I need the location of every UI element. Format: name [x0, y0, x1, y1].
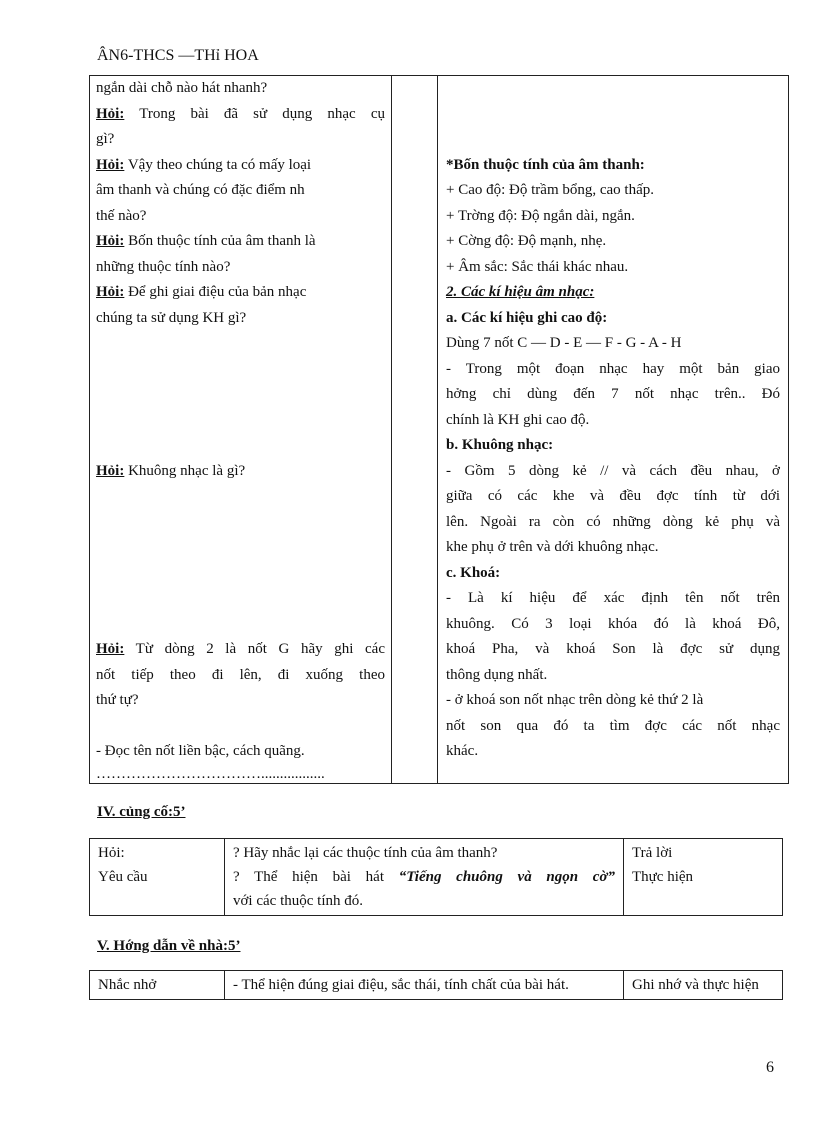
text-line: chúng ta sử dụng KH gì? — [96, 309, 247, 326]
text-line: Dùng 7 nốt C — D - E — F - G - A - H — [446, 335, 682, 351]
text-line: *Bốn thuộc tính của âm thanh: — [446, 156, 645, 173]
text-line: khác. — [446, 743, 479, 759]
text-line: thứ tự? — [96, 692, 139, 708]
text-line: hởng chỉ dùng đến 7 nốt nhạc trên.. Đó — [446, 386, 780, 402]
text-line: + Cao độ: Độ trầm bổng, cao thấp. — [446, 182, 655, 198]
content-column — [438, 76, 789, 784]
lesson-table — [89, 75, 789, 784]
text-line: + Cờng độ: Độ mạnh, nhẹ. — [446, 233, 607, 249]
text-line: thế nào? — [96, 207, 147, 224]
text-line: - Đọc tên nốt liền bậc, cách quãng. — [96, 743, 305, 759]
text-line: lên. Ngoài ra còn có những dòng kẻ phụ và — [446, 513, 780, 530]
text-line: gì? — [96, 131, 115, 147]
text-line: Trả lời — [632, 845, 673, 861]
subheading: c. Khoá: — [446, 564, 501, 581]
text-line: Hỏi: Trong bài đã sử dụng nhạc cụ — [96, 105, 385, 122]
text-line: ngắn dài chỗ nào hát nhanh? — [96, 80, 268, 96]
activity-cell — [225, 839, 624, 916]
consolidation-table — [89, 838, 783, 916]
response-cell: Ghi nhớ và thực hiện — [624, 971, 783, 1000]
activity-cell: - Thể hiện đúng giai điệu, sắc thái, tính chất của bài hát. — [225, 971, 624, 1000]
text-line: - Trong một đoạn nhạc hay một bản giao — [446, 360, 780, 377]
text-line: nốt tiếp theo đi lên, đi xuống theo — [96, 666, 385, 683]
text-line: chính là KH ghi cao độ. — [446, 411, 590, 428]
text-line: Hỏi: Bốn thuộc tính của âm thanh là — [96, 233, 316, 249]
text-line: - Là kí hiệu để xác định tên nốt trên — [446, 590, 780, 606]
text-line: - ở khoá son nốt nhạc trên dòng kẻ thứ 2 là — [446, 692, 704, 708]
text-line: Hỏi: — [98, 845, 125, 861]
text-line: Hỏi: Vậy theo chúng ta có mấy loại — [96, 156, 312, 173]
homework-table — [89, 970, 783, 1000]
subheading: 2. Các kí hiệu âm nhạc: — [446, 284, 595, 300]
text-line: Yêu cầu — [98, 869, 148, 885]
text-line: nốt son qua đó ta tìm đợc các nốt nhạc — [446, 717, 780, 734]
dotted-line: ……………………………................. — [96, 765, 325, 782]
section-heading-consolidation: IV. củng cố:5’ — [97, 804, 186, 820]
spacer-column — [392, 76, 438, 784]
page-header: ÂN6-THCS —THỉ HOA — [97, 47, 259, 64]
text-line: giữa có các khe và đều đợc tính từ dới — [446, 488, 780, 504]
role-cell: Nhắc nhở — [90, 971, 225, 1000]
text-line: Hỏi: Từ dòng 2 là nốt G hãy ghi các — [96, 641, 385, 657]
text-line: những thuộc tính nào? — [96, 258, 231, 275]
text-line: ? Hãy nhắc lại các thuộc tính của âm thanh? — [233, 845, 498, 861]
text-line: khe phụ ở trên và dới khuông nhạc. — [446, 539, 659, 555]
question-column — [90, 76, 392, 784]
section-heading-homework: V. Hớng dẫn về nhà:5’ — [97, 938, 241, 954]
role-cell — [90, 839, 225, 916]
text-line: thông dụng nhất. — [446, 666, 548, 683]
subheading: a. Các kí hiệu ghi cao độ: — [446, 309, 608, 326]
text-line: Thực hiện — [632, 869, 694, 885]
subheading: b. Khuông nhạc: — [446, 437, 554, 453]
text-line: khuông. Có 3 loại khóa đó là khoá Đô, — [446, 615, 780, 632]
text-line: với các thuộc tính đó. — [233, 893, 363, 909]
text-line: - Gồm 5 dòng kẻ // và cách đều nhau, ở — [446, 462, 780, 479]
response-cell — [624, 839, 783, 916]
text-line: + Trờng độ: Độ ngắn dài, ngắn. — [446, 207, 635, 224]
text-line: Hỏi: Khuông nhạc là gì? — [96, 462, 246, 479]
text-line: âm thanh và chúng có đặc điểm nh — [96, 182, 305, 198]
text-line: khoá Pha, và khoá Son là đợc sử dụng — [446, 641, 780, 657]
text-line: + Âm sắc: Sắc thái khác nhau. — [446, 258, 629, 275]
text-line: Hỏi: Để ghi giai điệu của bản nhạc — [96, 284, 307, 300]
text-line: ? Thể hiện bài hát “Tiếng chuông và ngọn cờ” — [233, 869, 615, 885]
page-number: 6 — [766, 1059, 774, 1076]
